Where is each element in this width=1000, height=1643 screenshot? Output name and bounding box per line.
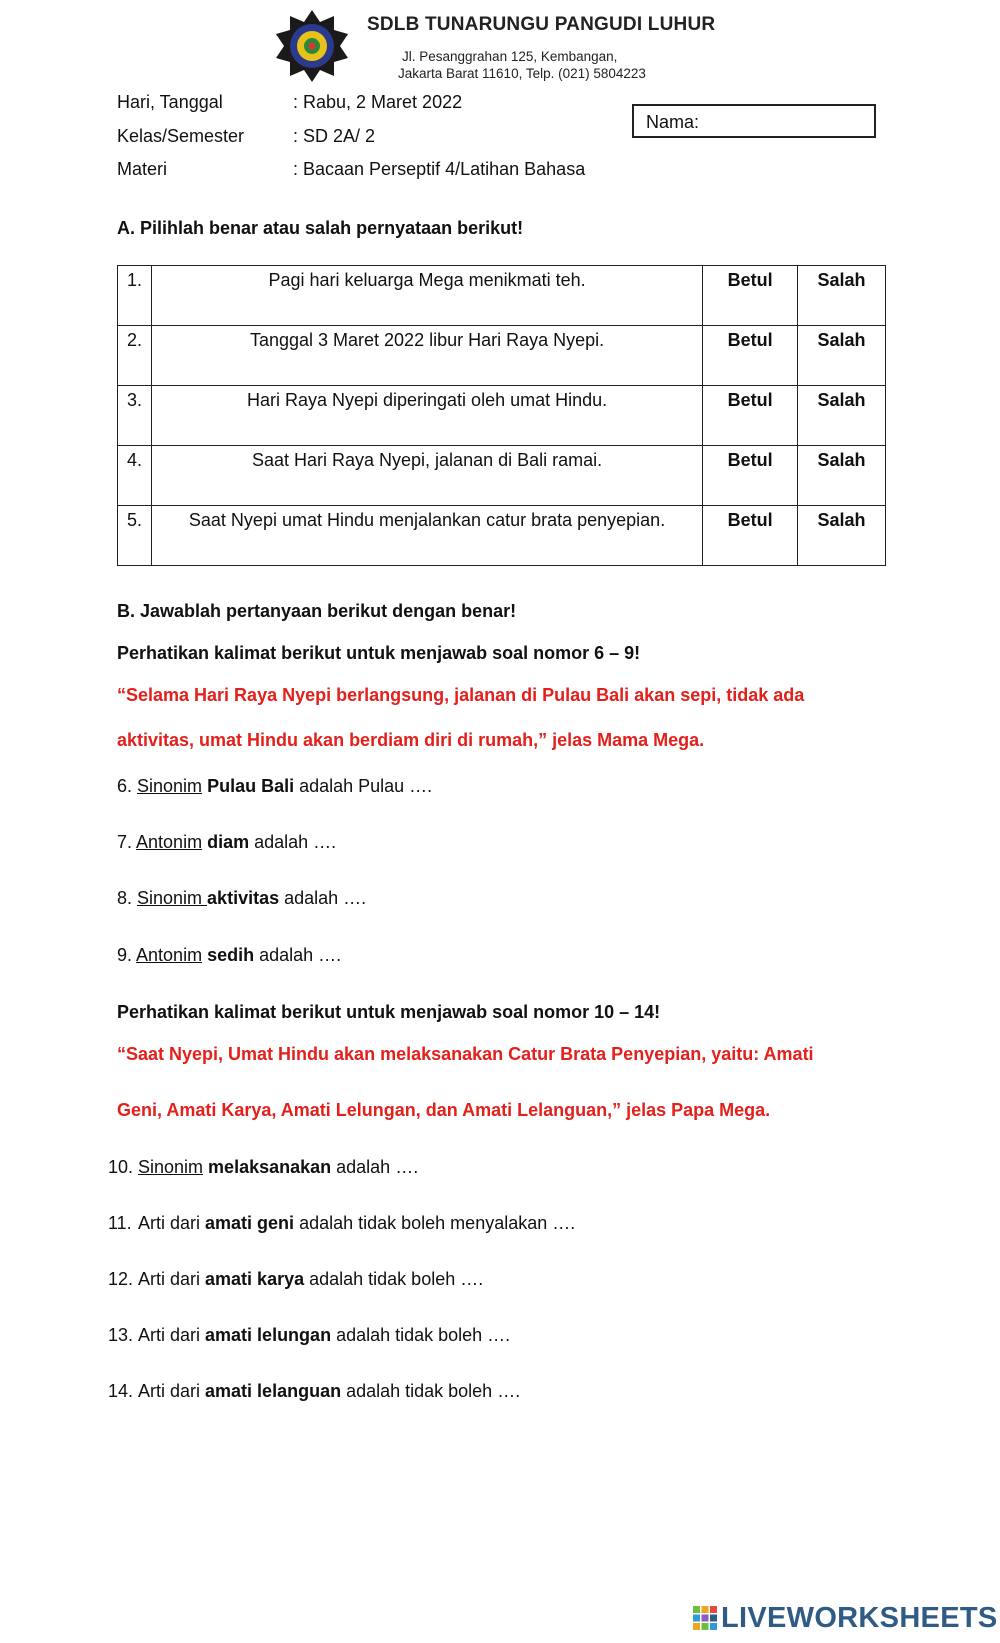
question-keyword: diam [207,832,250,852]
question-keyword: aktivitas [207,888,280,908]
false-option[interactable]: Salah [798,386,886,446]
info-value: : Rabu, 2 Maret 2022 [293,92,463,112]
question-10 [108,1157,418,1178]
question-term: Sinonim [137,888,208,908]
true-option[interactable]: Betul [703,326,798,386]
question-8 [117,888,366,909]
name-field[interactable] [632,104,876,138]
question-keyword: amati lelanguan [205,1381,342,1401]
question-number: 14. [108,1381,134,1401]
brand-text: LIVEWORKSHEETS [721,1601,998,1634]
school-name: SDLB TUNARUNGU PANGUDI LUHUR [367,14,716,35]
question-term: Antonim [136,832,203,852]
school-logo-icon [272,8,352,84]
table-row [118,386,886,446]
row-number: 2. [118,326,152,386]
quote-2-line-1: “Saat Nyepi, Umat Hindu akan melaksanakan Catur Brata Penyepian, yaitu: Amati [117,1044,814,1064]
question-term: Antonim [136,945,203,965]
address-line-1: Jl. Pesanggrahan 125, Kembangan, [402,49,618,64]
question-keyword: amati karya [205,1269,305,1289]
question-rest: adalah Pulau …. [294,776,433,796]
question-number: 8. [117,888,138,908]
question-keyword: amati geni [205,1213,295,1233]
address-line-2: Jakarta Barat 11610, Telp. (021) 5804223 [398,66,646,81]
school-address [398,48,646,82]
question-keyword: sedih [207,945,255,965]
question-rest: adalah tidak boleh menyalakan …. [294,1213,576,1233]
row-statement: Saat Nyepi umat Hindu menjalankan catur brata penyepian. [151,506,702,566]
row-statement: Tanggal 3 Maret 2022 libur Hari Raya Nyepi. [151,326,702,386]
question-13 [108,1325,510,1346]
question-rest: adalah …. [254,945,342,965]
question-keyword: melaksanakan [208,1157,332,1177]
question-term: Sinonim [138,1157,204,1177]
row-number: 5. [118,506,152,566]
question-prefix: Arti dari [138,1381,206,1401]
true-option[interactable]: Betul [703,506,798,566]
name-field-label: Nama: [646,112,700,132]
info-label: Hari, Tanggal [117,92,223,112]
instruction-10-14: Perhatikan kalimat berikut untuk menjawab soal nomor 10 – 14! [117,1002,661,1022]
row-statement: Pagi hari keluarga Mega menikmati teh. [151,266,702,326]
instruction-6-9: Perhatikan kalimat berikut untuk menjawab soal nomor 6 – 9! [117,643,641,663]
question-number: 12. [108,1269,134,1289]
row-statement: Hari Raya Nyepi diperingati oleh umat Hindu. [151,386,702,446]
question-prefix: Arti dari [138,1325,206,1345]
question-number: 7. [117,832,137,852]
question-rest: adalah …. [249,832,337,852]
info-row-class [117,126,376,147]
info-value: : Bacaan Perseptif 4/Latihan Bahasa [293,159,586,179]
question-9 [117,945,341,966]
table-row [118,326,886,386]
question-11 [108,1213,575,1234]
question-14 [108,1381,520,1402]
row-number: 4. [118,446,152,506]
question-number: 11. [108,1213,132,1233]
table-row [118,446,886,506]
question-term: Sinonim [137,776,203,796]
info-row-subject [117,159,586,180]
false-option[interactable]: Salah [798,266,886,326]
table-row [118,506,886,566]
question-7 [117,832,336,853]
question-prefix: Arti dari [138,1213,206,1233]
question-rest: adalah tidak boleh …. [341,1381,521,1401]
question-number: 9. [117,945,137,965]
quote-1-line-1: “Selama Hari Raya Nyepi berlangsung, jalanan di Pulau Bali akan sepi, tidak ada [117,685,805,705]
row-statement: Saat Hari Raya Nyepi, jalanan di Bali ramai. [151,446,702,506]
true-option[interactable]: Betul [703,446,798,506]
question-number: 13. [108,1325,134,1345]
info-label: Materi [117,159,168,179]
section-a-heading: A. Pilihlah benar atau salah pernyataan berikut! [117,218,524,238]
info-value: : SD 2A/ 2 [293,126,376,146]
question-number: 10. [108,1157,134,1177]
question-rest: adalah tidak boleh …. [331,1325,511,1345]
question-6 [117,776,432,797]
liveworksheets-logo-icon [692,1605,718,1631]
question-rest: adalah tidak boleh …. [304,1269,484,1289]
question-keyword: amati lelungan [205,1325,332,1345]
false-option[interactable]: Salah [798,506,886,566]
question-12 [108,1269,483,1290]
question-keyword: Pulau Bali [207,776,295,796]
true-option[interactable]: Betul [703,386,798,446]
question-prefix: Arti dari [138,1269,206,1289]
quote-1-line-2: aktivitas, umat Hindu akan berdiam diri di rumah,” jelas Mama Mega. [117,730,705,750]
section-b-heading: B. Jawablah pertanyaan berikut dengan benar! [117,601,517,621]
false-option[interactable]: Salah [798,446,886,506]
question-rest: adalah …. [331,1157,419,1177]
quote-2-line-2: Geni, Amati Karya, Amati Lelungan, dan Amati Lelanguan,” jelas Papa Mega. [117,1100,771,1120]
row-number: 3. [118,386,152,446]
info-row-date [117,92,463,113]
liveworksheets-brand[interactable] [692,1601,998,1635]
table-row [118,266,886,326]
row-number: 1. [118,266,152,326]
false-option[interactable]: Salah [798,326,886,386]
true-false-table [117,265,886,566]
question-number: 6. [117,776,138,796]
true-option[interactable]: Betul [703,266,798,326]
info-label: Kelas/Semester [117,126,245,146]
question-rest: adalah …. [279,888,367,908]
